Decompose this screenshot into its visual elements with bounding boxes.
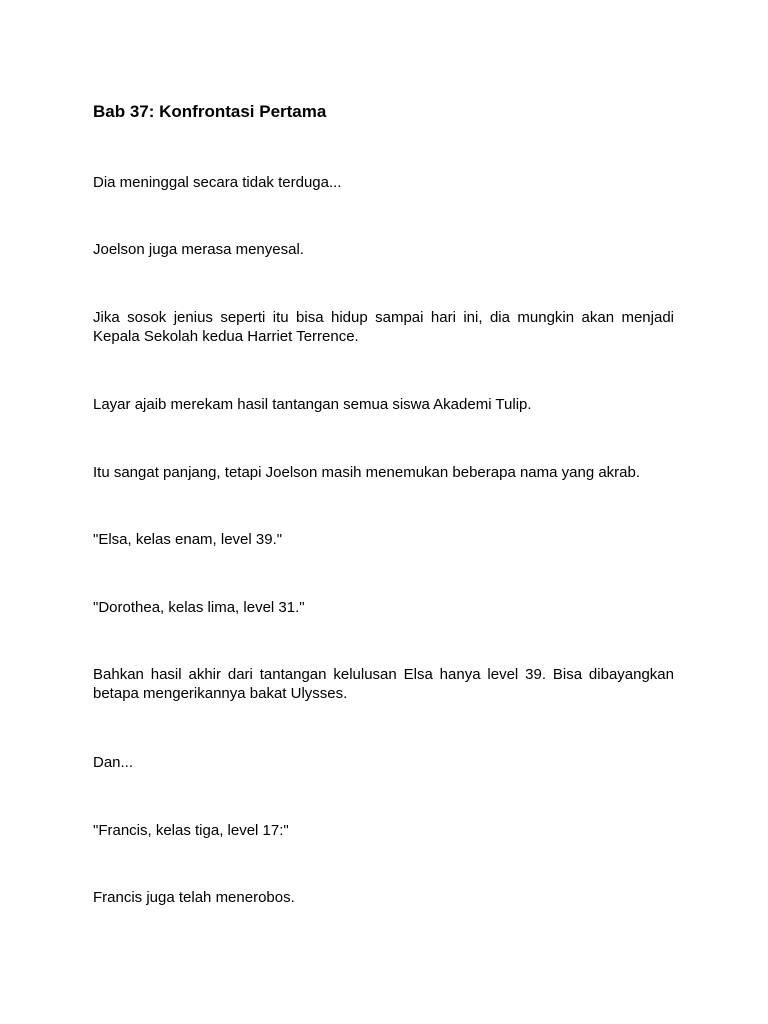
chapter-title: Bab 37: Konfrontasi Pertama bbox=[93, 102, 327, 121]
paragraph: Bahkan hasil akhir dari tantangan kelulusan Elsa hanya level 39. Bisa dibayangkan betapa mengerikannya bakat Ulysses. bbox=[93, 666, 674, 702]
dialogue-line: "Dorothea, kelas lima, level 31." bbox=[93, 599, 305, 616]
paragraph: Dia meninggal secara tidak terduga... bbox=[93, 174, 342, 191]
paragraph: Itu sangat panjang, tetapi Joelson masih menemukan beberapa nama yang akrab. bbox=[93, 464, 641, 481]
paragraph: Joelson juga merasa menyesal. bbox=[93, 241, 304, 258]
paragraph: Jika sosok jenius seperti itu bisa hidup sampai hari ini, dia mungkin akan menjadi Kepala Sekolah kedua Harriet Terrence. bbox=[93, 309, 674, 345]
paragraph: Francis juga telah menerobos. bbox=[93, 889, 295, 906]
paragraph: Layar ajaib merekam hasil tantangan semua siswa Akademi Tulip. bbox=[93, 396, 532, 413]
dialogue-line: "Elsa, kelas enam, level 39." bbox=[93, 531, 283, 548]
paragraph: Dan... bbox=[93, 754, 134, 771]
document-page bbox=[93, 0, 674, 1024]
dialogue-line: "Francis, kelas tiga, level 17:" bbox=[93, 822, 289, 839]
